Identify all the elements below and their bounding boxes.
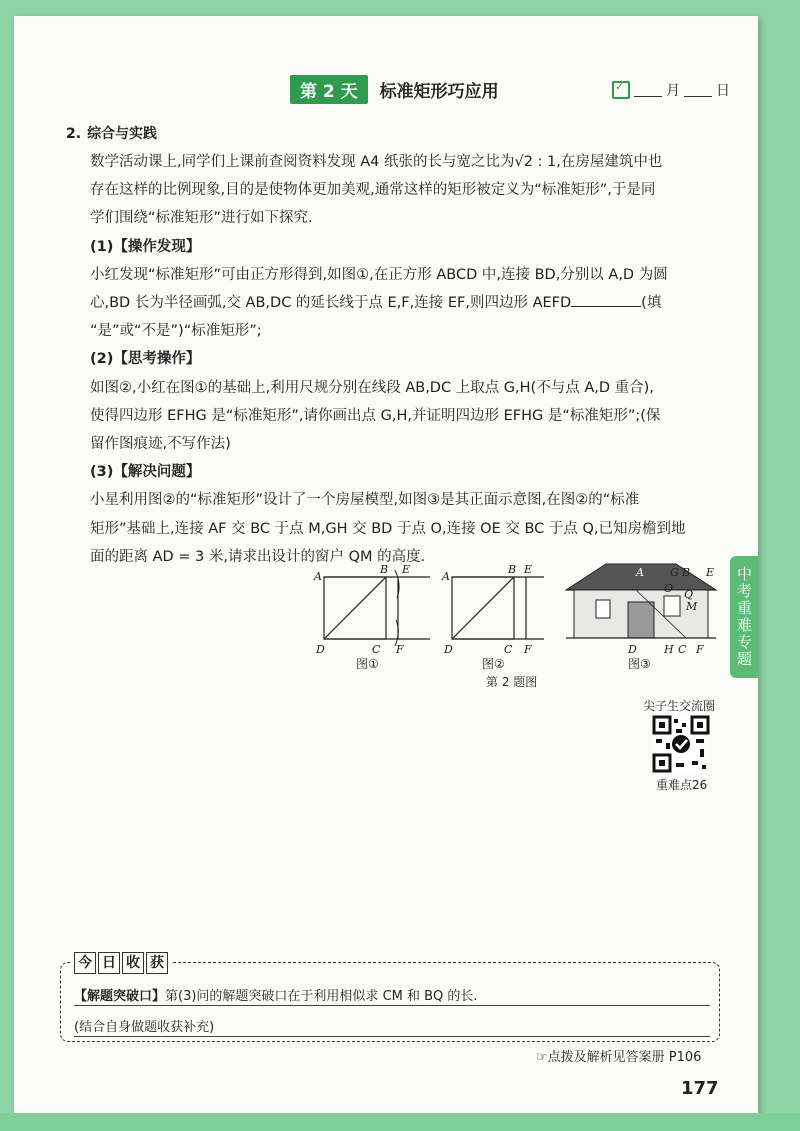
month-blank[interactable] [634, 84, 662, 97]
label-b: B [682, 566, 691, 579]
label-f: F [396, 643, 404, 656]
label-f: F [524, 643, 532, 656]
figure-1 [313, 563, 430, 656]
part1-text: (填 [641, 295, 662, 312]
part3-line: 矩形”基础上,连接 AF 交 BC 于点 M,GH 交 BD 于点 O,连接 OE 交 BC 于点 Q,已知房檐到地 [90, 520, 686, 537]
day-badge: 第 2 天 [290, 75, 368, 104]
day-blank[interactable] [684, 84, 712, 97]
bottom-strip [0, 1113, 800, 1131]
part1-line: “是”或“不是”)“标准矩形”; [90, 323, 262, 340]
label-a: A [636, 566, 644, 579]
part1-tag: (1)【操作发现】 [90, 238, 201, 255]
date-field [612, 80, 730, 100]
label-c: C [678, 643, 687, 656]
label-e: E [524, 563, 533, 576]
harvest-title [70, 952, 172, 974]
figure-group [310, 560, 730, 692]
intro-line: 学们围绕“标准矩形”进行如下探究. [90, 210, 313, 227]
page-number: 177 [681, 1078, 719, 1099]
label-h: H [664, 643, 674, 656]
question-body [90, 148, 730, 571]
side-tab[interactable]: 中考重难专题 [730, 556, 758, 678]
label-d: D [628, 643, 637, 656]
harvest-tip-tag: 【解题突破口】 [74, 989, 166, 1004]
qr-sublabel: 重难点26 [656, 778, 708, 792]
figure-group-caption: 第 2 题图 [486, 675, 538, 689]
answer-reference: ☞点拨及解析见答案册 P106 [536, 1050, 702, 1065]
day-label: 日 [716, 83, 730, 99]
label-a: A [314, 570, 322, 583]
intro-line: 存在这样的比例现象,目的是使物体更加美观,通常这样的矩形被定义为“标准矩形”,于是同 [90, 182, 656, 199]
question-heading [66, 123, 157, 143]
part1-text: 心,BD 长为半径画弧,交 AB,DC 的延长线于点 E,F,连接 EF,则四边形 AEFD [90, 295, 572, 312]
harvest-note[interactable]: (结合自身做题收获补充) [74, 1016, 710, 1037]
label-c: C [504, 643, 513, 656]
label-c: C [372, 643, 381, 656]
label-o: O [664, 582, 674, 595]
figure-2 [441, 563, 544, 656]
arc-upper [395, 570, 399, 598]
qr-label: 尖子生交流圈 [643, 699, 716, 713]
calendar-icon [612, 81, 630, 99]
window-left [596, 600, 610, 618]
figure-2-caption: 图② [482, 657, 505, 671]
intro-line: 数学活动课上,同学们上课前查阅资料发现 A4 纸张的长与宽之比为√2 : 1,在房屋建筑中也 [90, 154, 663, 170]
diagonal-bd [324, 577, 386, 639]
figure-3-caption: 图③ [628, 657, 651, 671]
label-e: E [706, 566, 715, 579]
figure-3-house [566, 564, 716, 656]
part2-line: 如图②,小红在图①的基础上,利用尺规分别在线段 AB,DC 上取点 G,H(不与点 A,D 重合), [90, 379, 654, 396]
page-title: 标准矩形巧应用 [379, 81, 499, 102]
part1-line-with-blank [90, 289, 730, 317]
answer-blank[interactable] [571, 292, 641, 307]
part3-line: 面的距离 AD = 3 米,请求出设计的窗户 QM 的高度. [90, 548, 426, 565]
harvest-tip [74, 985, 710, 1006]
page-header [290, 76, 499, 102]
door [628, 602, 654, 638]
part2-tag: (2)【思考操作】 [90, 351, 201, 368]
qr-code-icon[interactable] [652, 715, 710, 773]
part2-line: 使得四边形 EFHG 是“标准矩形”,请你画出点 G,H,并证明四边形 EFHG 是“标准矩形”;(保 [90, 407, 661, 424]
window-qm [664, 596, 680, 616]
label-q: Q [684, 588, 694, 601]
question-title: 综合与实践 [87, 126, 158, 142]
part1-line: 小红发现“标准矩形”可由正方形得到,如图①,在正方形 ABCD 中,连接 BD,分别以 A,D 为圆 [90, 266, 668, 283]
label-d: D [444, 643, 453, 656]
harvest-title-char: 日 [98, 952, 120, 974]
label-b: B [380, 563, 389, 576]
part2-line: 留作图痕迹,不写作法) [90, 436, 231, 453]
label-d: D [316, 643, 325, 656]
part3-tag: (3)【解决问题】 [90, 464, 201, 481]
label-a: A [442, 570, 450, 583]
part3-line: 小星利用图②的“标准矩形”设计了一个房屋模型,如图③是其正面示意图,在图②的“标准 [90, 492, 640, 509]
harvest-title-char: 收 [122, 952, 144, 974]
label-m: M [686, 600, 698, 613]
harvest-title-char: 获 [146, 952, 168, 974]
label-b: B [508, 563, 517, 576]
diagonal-bd [452, 577, 514, 639]
label-g: G [670, 566, 679, 579]
question-number: 2. [66, 126, 82, 142]
harvest-title-char: 今 [74, 952, 96, 974]
harvest-tip-text: 第(3)问的解题突破口在于利用相似求 CM 和 BQ 的长. [165, 989, 478, 1004]
figure-1-caption: 图① [356, 657, 379, 671]
month-label: 月 [666, 83, 680, 99]
label-f: F [696, 643, 704, 656]
label-e: E [402, 563, 411, 576]
